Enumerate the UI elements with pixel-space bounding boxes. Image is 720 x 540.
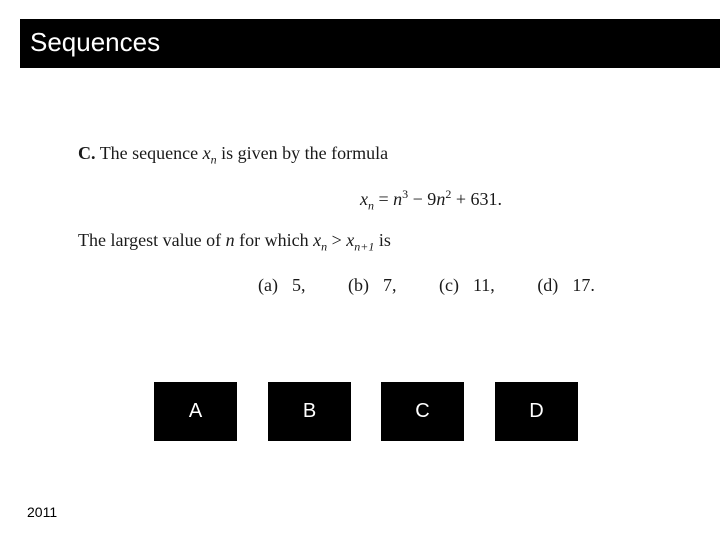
prompt-text-2: for which bbox=[239, 230, 309, 250]
title-bar bbox=[20, 19, 720, 68]
formula-n2: n bbox=[436, 189, 446, 209]
year-label: 2011 bbox=[27, 504, 58, 520]
question-text-1: The sequence bbox=[99, 143, 199, 163]
choice-value: 11, bbox=[472, 275, 495, 295]
sub-n: n bbox=[210, 152, 217, 167]
choice-d bbox=[537, 275, 595, 296]
prompt-x1: x bbox=[313, 230, 322, 250]
formula-exp1: 3 bbox=[402, 187, 409, 201]
choice-a bbox=[258, 275, 305, 296]
choice-c bbox=[439, 275, 495, 296]
formula-exp2: 2 bbox=[445, 187, 452, 201]
formula-eq: = bbox=[374, 189, 394, 209]
formula-n1: n bbox=[393, 189, 403, 209]
formula-sub: n bbox=[368, 198, 374, 213]
choices bbox=[258, 275, 633, 296]
prompt-text-1: The largest value of bbox=[78, 230, 222, 250]
prompt-sub1: n bbox=[321, 239, 328, 254]
answer-button-c[interactable]: C bbox=[381, 382, 464, 441]
prompt-n: n bbox=[225, 230, 235, 250]
choice-label: (a) bbox=[258, 275, 278, 295]
prompt-gt: > bbox=[327, 230, 347, 250]
question-prompt bbox=[78, 230, 391, 255]
question-label: C. bbox=[78, 143, 96, 163]
formula bbox=[360, 187, 502, 214]
choice-b bbox=[348, 275, 397, 296]
choice-label: (d) bbox=[537, 275, 559, 295]
var-x: x bbox=[202, 143, 211, 163]
slide-title: Sequences bbox=[30, 27, 161, 57]
choice-label: (c) bbox=[438, 275, 459, 295]
prompt-sub2: n+1 bbox=[354, 239, 375, 254]
choice-value: 7, bbox=[382, 275, 397, 295]
answer-button-d[interactable]: D bbox=[495, 382, 578, 441]
formula-mid: − 9 bbox=[408, 189, 437, 209]
choice-label: (b) bbox=[347, 275, 369, 295]
answer-button-a[interactable]: A bbox=[154, 382, 237, 441]
prompt-x2: x bbox=[346, 230, 355, 250]
prompt-text-3: is bbox=[378, 230, 391, 250]
choice-value: 5, bbox=[291, 275, 306, 295]
question-text-2: is given by the formula bbox=[221, 143, 389, 163]
formula-x: x bbox=[360, 189, 368, 209]
choice-value: 17. bbox=[572, 275, 595, 295]
answer-button-b[interactable]: B bbox=[268, 382, 351, 441]
question-intro bbox=[78, 143, 388, 168]
formula-end: + 631. bbox=[451, 189, 502, 209]
